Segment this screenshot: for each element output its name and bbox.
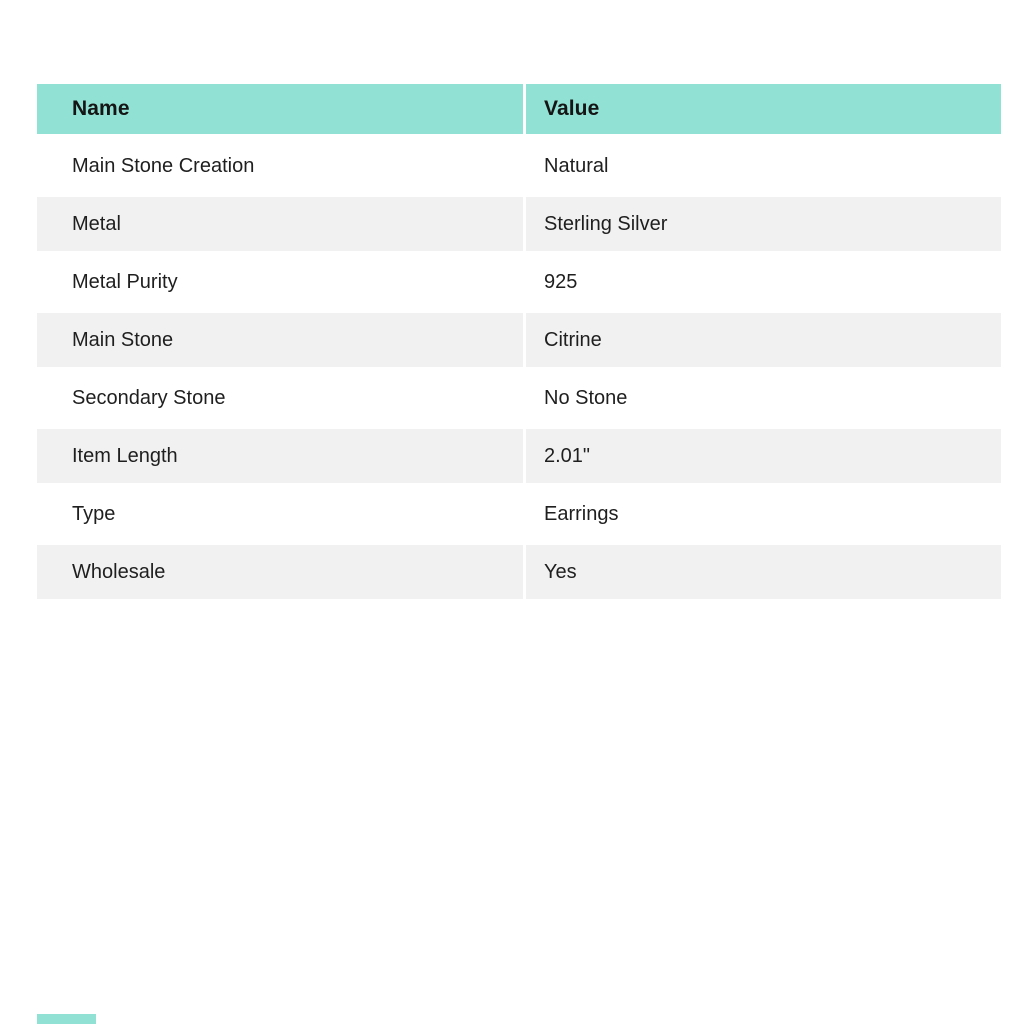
spec-value-cell: Yes [526, 543, 1001, 601]
header-cell-value: Value [526, 84, 1001, 134]
table-row [37, 137, 1001, 195]
table-row [37, 253, 1001, 311]
spec-value-cell: 2.01" [526, 427, 1001, 485]
spec-name-cell: Metal Purity [37, 253, 523, 311]
table-row [37, 369, 1001, 427]
table-row [37, 485, 1001, 543]
item-specifics-table [37, 84, 1001, 601]
table-row [37, 311, 1001, 369]
table-header-row [37, 84, 1001, 134]
next-table-header-partial [37, 1014, 96, 1024]
spec-name-cell: Main Stone Creation [37, 137, 523, 195]
table-row [37, 195, 1001, 253]
spec-name-cell: Main Stone [37, 311, 523, 369]
spec-name-cell: Item Length [37, 427, 523, 485]
spec-name-cell: Metal [37, 195, 523, 253]
spec-name-cell: Secondary Stone [37, 369, 523, 427]
spec-value-cell: Earrings [526, 485, 1001, 543]
table-row [37, 427, 1001, 485]
spec-name-cell: Type [37, 485, 523, 543]
header-cell-name: Name [37, 84, 523, 134]
spec-value-cell: 925 [526, 253, 1001, 311]
spec-value-cell: Sterling Silver [526, 195, 1001, 253]
table-row [37, 543, 1001, 601]
spec-value-cell: Citrine [526, 311, 1001, 369]
spec-value-cell: Natural [526, 137, 1001, 195]
spec-value-cell: No Stone [526, 369, 1001, 427]
spec-name-cell: Wholesale [37, 543, 523, 601]
